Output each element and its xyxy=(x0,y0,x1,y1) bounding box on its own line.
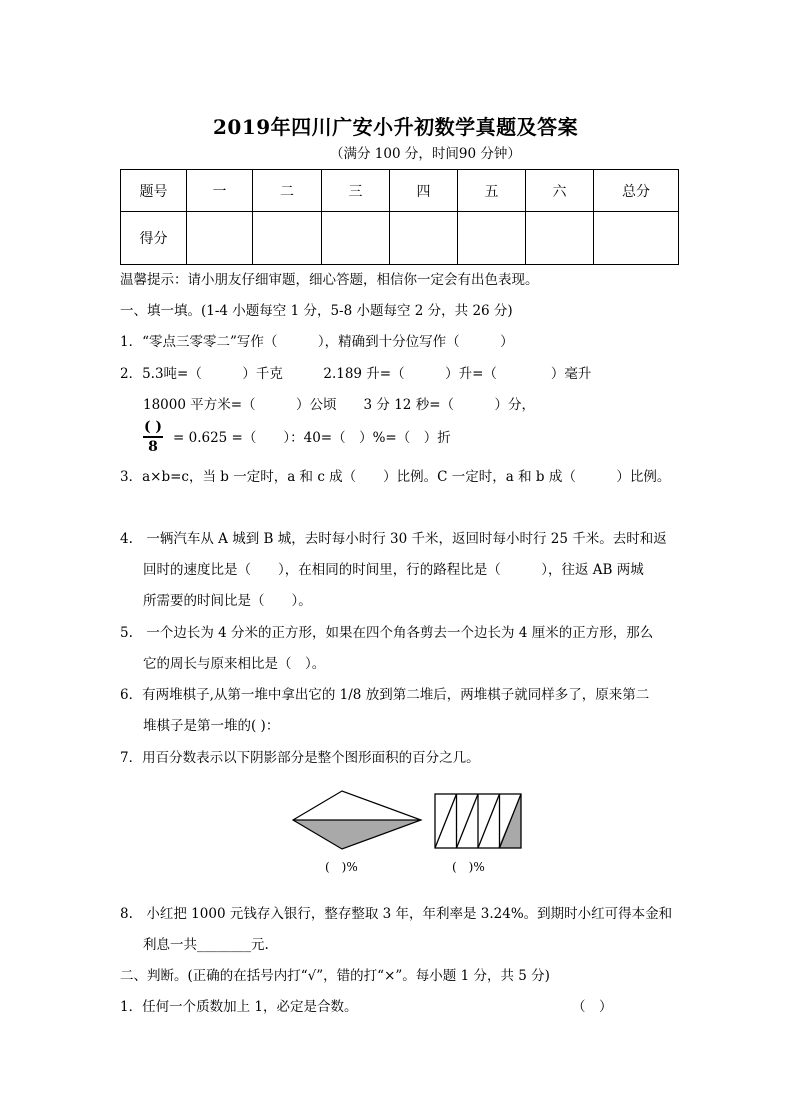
question-6-line1: 6．有两堆棋子,从第一堆中拿出它的 1/8 放到第二堆后，两堆棋子就同样多了，原来第二 xyxy=(120,687,650,703)
question-3: 3．a×b=c，当 b 一定时，a 和 c 成（ ）比例。C 一定时，a 和 b 成（ ）比例。 xyxy=(120,469,671,485)
page-subtitle: （满分 100 分，时间90 分钟） xyxy=(330,146,521,162)
fraction-denominator: 8 xyxy=(148,439,158,455)
question-7: 7．用百分数表示以下阴影部分是整个图形面积的百分之几。 xyxy=(120,750,480,766)
question-2-line2: 18000 平方米=（ ）公顷 3 分 12 秒=（ ）分， xyxy=(143,397,536,413)
table-header-cell: 六 xyxy=(526,170,594,212)
score-cell xyxy=(322,212,390,265)
question-1: 1．“零点三零零二”写作（ ），精确到十分位写作（ ） xyxy=(120,334,514,350)
figure-b-answer-label: ( )% xyxy=(452,860,485,874)
rhombus-shaded-triangle xyxy=(293,820,421,849)
table-header-cell: 一 xyxy=(187,170,253,212)
question-2-line3: = 0.625 =（ ）：40=（ ）%=（ ）折 xyxy=(173,430,451,446)
section1-heading: 一、填一填。(1-4 小题每空 1 分，5-8 小题每空 2 分，共 26 分) xyxy=(120,303,513,319)
score-table-score-row xyxy=(121,212,679,265)
fraction xyxy=(143,420,163,454)
fraction-bar xyxy=(143,436,163,438)
score-cell xyxy=(253,212,322,265)
question-8-line2: 利息一共________元. xyxy=(143,937,269,953)
question-4-line2: 回时的速度比是（ ），在相同的时间里，行的路程比是（ ），往返 AB 两城 xyxy=(143,562,644,578)
page-title: 2019年四川广安小升初数学真题及答案 xyxy=(213,115,579,139)
question-5-line2: 它的周长与原来相比是（ ）。 xyxy=(143,656,326,672)
judgement-answer-bracket: （ ） xyxy=(572,999,613,1015)
score-cell xyxy=(458,212,526,265)
figure-rhombus xyxy=(290,788,424,852)
section2-heading: 二、判断。(正确的在括号内打“√”，错的打“×”。每小题 1 分，共 5 分) xyxy=(120,968,550,984)
table-header-cell: 二 xyxy=(253,170,322,212)
table-header-cell: 总分 xyxy=(594,170,679,212)
rectangle-diagonal xyxy=(457,794,479,848)
question-4-line3: 所需要的时间比是（ ）。 xyxy=(143,593,312,609)
table-header-cell: 题号 xyxy=(121,170,187,212)
score-cell xyxy=(594,212,679,265)
score-cell xyxy=(187,212,253,265)
score-table-header-row xyxy=(121,170,679,212)
question-4-line1: 4. 一辆汽车从 A 城到 B 城，去时每小时行 30 千米，返回时每小时行 25 千米。去时和返 xyxy=(120,531,667,547)
score-cell xyxy=(526,212,594,265)
table-header-cell: 三 xyxy=(322,170,390,212)
table-row-label: 得分 xyxy=(121,212,187,265)
score-cell xyxy=(390,212,458,265)
judgement-question-1: 1．任何一个质数加上 1，必定是合数。 xyxy=(120,999,358,1015)
figure-rectangle xyxy=(433,792,523,850)
rectangle-diagonal xyxy=(435,794,457,848)
question-2-line1: 2．5.3吨=（ ）千克 2.189 升=（ ）升=（ ）毫升 xyxy=(120,366,592,382)
question-8-line1: 8. 小红把 1000 元钱存入银行，整存整取 3 年，年利率是 3.24%。到期时小红可得本金和 xyxy=(120,906,673,922)
score-table xyxy=(120,169,679,265)
fraction-numerator: ( ) xyxy=(143,419,163,435)
tip-text: 温馨提示：请小朋友仔细审题，细心答题，相信你一定会有出色表现。 xyxy=(120,272,539,288)
question-6-line2: 堆棋子是第一堆的( )： xyxy=(143,718,280,734)
figure-a-answer-label: ( )% xyxy=(325,860,358,874)
rectangle-diagonal xyxy=(478,794,500,848)
table-header-cell: 五 xyxy=(458,170,526,212)
question-5-line1: 5. 一个边长为 4 分米的正方形，如果在四个角各剪去一个边长为 4 厘米的正方形，那么 xyxy=(120,625,654,641)
table-header-cell: 四 xyxy=(390,170,458,212)
